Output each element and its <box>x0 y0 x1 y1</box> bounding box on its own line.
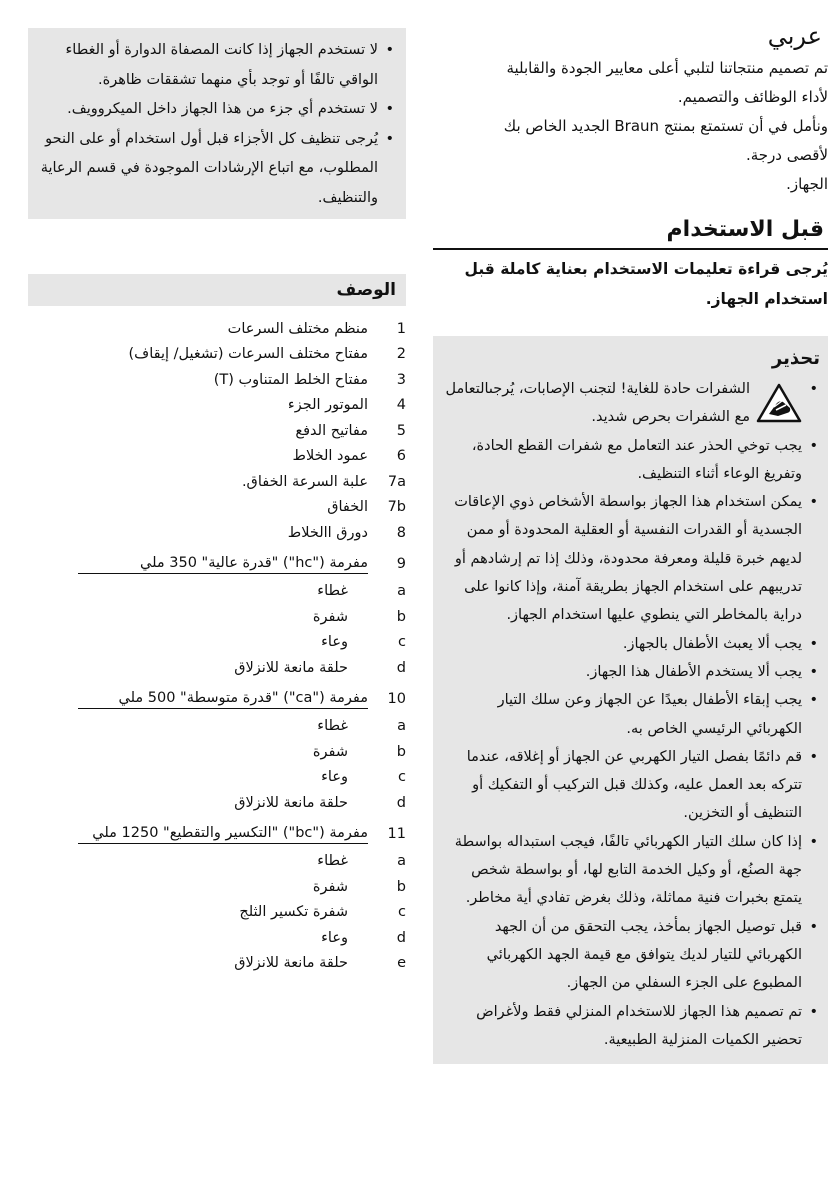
part-letter: a <box>397 583 406 600</box>
part-row <box>28 367 406 393</box>
warning-item: • يجب توخي الحذر عند التعامل مع شفرات القطع الحادة، وتفريغ الوعاء أثناء التنظيف. <box>443 432 820 489</box>
warning-list <box>443 375 820 1054</box>
chopper-part-row <box>28 790 406 816</box>
before-use-heading: قبل الاستخدام <box>433 217 828 250</box>
chopper-title: مفرمة ("bc") "التكسير والتقطيع" 1250 ملي <box>78 825 368 844</box>
chopper-part-row <box>28 849 406 875</box>
part-number: 5 <box>396 422 406 439</box>
part-letter: b <box>396 878 406 895</box>
part-row <box>28 469 406 495</box>
part-label: منظم مختلف السرعات <box>227 320 368 337</box>
part-label: مفتاح مختلف السرعات (تشغيل/ إيقاف) <box>128 346 368 363</box>
intro-text <box>433 54 828 199</box>
description-heading-bar <box>28 274 406 306</box>
part-letter: d <box>396 929 406 946</box>
part-number: 6 <box>396 448 406 465</box>
right-column <box>433 0 828 1064</box>
description-title: الوصف <box>336 280 396 300</box>
intro-line: لأداء الوظائف والتصميم. <box>677 88 828 106</box>
chopper-part-row <box>28 714 406 740</box>
part-letter: d <box>396 794 406 811</box>
part-label: شفرة <box>312 608 348 625</box>
warning-item <box>443 375 820 432</box>
part-number: 8 <box>396 524 406 541</box>
caution-item: • يُرجى تنظيف كل الأجزاء قبل أول استخدام أو على النحو المطلوب، مع اتباع الإرشادات الموجودة في قسم الرعاية والتنظيف. <box>38 125 396 214</box>
part-label: شفرة تكسير الثلج <box>239 904 348 921</box>
part-letter: c <box>398 769 406 786</box>
part-label: غطاء <box>317 583 348 600</box>
chopper-part-row <box>28 604 406 630</box>
part-number: 1 <box>396 320 406 337</box>
part-number: 7b <box>387 499 406 516</box>
part-label: وعاء <box>321 929 348 946</box>
part-label: شفرة <box>312 743 348 760</box>
part-label: الموتور الجزء <box>287 397 368 414</box>
part-row <box>28 393 406 419</box>
part-number: 9 <box>396 556 406 572</box>
part-letter: e <box>397 955 406 972</box>
chopper-part-row <box>28 900 406 926</box>
part-number: 3 <box>396 371 406 388</box>
part-row <box>28 444 406 470</box>
part-label: عمود الخلاط <box>292 448 368 465</box>
parts-list <box>28 316 406 976</box>
part-number: 11 <box>387 826 406 842</box>
part-letter: c <box>398 904 406 921</box>
part-label: حلقة مانعة للانزلاق <box>234 794 348 811</box>
language-heading: عربي <box>767 22 822 50</box>
part-row <box>28 316 406 342</box>
warning-item: • إذا كان سلك التيار الكهربائي تالفًا، فيجب استبداله بواسطة جهة الصنُع، أو وكيل الخدمة التابع لها، أو بواسطة شخص يتمتع بخبرات فنية مماثلة، وذلك بغرض تفادي أية مخاطر. <box>443 828 820 913</box>
chopper-group-heading <box>28 550 406 579</box>
warning-item: • يمكن استخدام هذا الجهاز بواسطة الأشخاص ذوي الإعاقات الجسدية أو القدرات النفسية أو العقلية المحدودة أو ممن لديهم خبرة قليلة ومعرفة محدودة، وذلك إذا تم إرشادهم أو تدريبهم على استخدام الجهاز بطريقة آمنة، وإذا كانوا على دراية بالمخاطر التي ينطوي عليها استخدام الجهاز. <box>443 488 820 629</box>
part-row <box>28 342 406 368</box>
chopper-group-heading <box>28 685 406 714</box>
intro-line: ونأمل في أن تستمتع بمنتج Braun الجديد الخاص بك <box>503 117 828 135</box>
chopper-part-row <box>28 739 406 765</box>
warning-title: تحذير <box>771 348 820 369</box>
part-letter: c <box>398 634 406 651</box>
part-label: الخفاق <box>327 499 368 516</box>
part-number: 4 <box>396 397 406 414</box>
hand-blade-warning-icon <box>756 383 802 423</box>
warning-box <box>433 336 828 1064</box>
chopper-part-row <box>28 630 406 656</box>
caution-item: • لا تستخدم أي جزء من هذا الجهاز داخل الميكروويف. <box>38 95 396 125</box>
warning-item: • قم دائمًا بفصل التيار الكهربي عن الجهاز أو إغلاقه، عندما تتركه بعد العمل عليه، وكذلك قبل التركيب أو التفكيك أو التنظيف أو التخزين. <box>443 743 820 828</box>
part-label: مفاتيح الدفع <box>295 422 368 439</box>
warning-item: • يجب ألا يستخدم الأطفال هذا الجهاز. <box>443 658 820 686</box>
part-number: 2 <box>396 346 406 363</box>
part-label: علبة السرعة الخفاق. <box>241 473 368 490</box>
cautions-list <box>38 36 396 213</box>
chopper-part-row <box>28 874 406 900</box>
cautions-box <box>28 28 406 219</box>
part-label: دورق االخلاط <box>287 524 368 541</box>
part-row <box>28 520 406 546</box>
part-letter: a <box>397 853 406 870</box>
intro-line: لأقصى درجة. <box>745 146 828 164</box>
part-number: 7a <box>387 473 406 490</box>
warning-item: • تم تصميم هذا الجهاز للاستخدام المنزلي فقط ولأغراض تحضير الكميات المنزلية الطبيعية. <box>443 998 820 1055</box>
chopper-part-row <box>28 925 406 951</box>
warning-item: • قبل توصيل الجهاز بمأخذ، يجب التحقق من أن الجهد الكهربائي للتيار لديك يتوافق مع قيمة الجهد الكهربائي المطبوع على الجزء السفلي من الجهاز. <box>443 913 820 998</box>
part-label: حلقة مانعة للانزلاق <box>234 955 348 972</box>
part-label: حلقة مانعة للانزلاق <box>234 659 348 676</box>
part-row <box>28 495 406 521</box>
part-label: غطاء <box>317 718 348 735</box>
warning-item: • يجب ألا يعبث الأطفال بالجهاز. <box>443 630 820 658</box>
before-use-lead: يُرجى قراءة تعليمات الاستخدام بعناية كاملة قبل استخدام الجهاز. <box>464 260 828 308</box>
part-label: وعاء <box>321 634 348 651</box>
warning-item-text: • الشفرات حادة للغاية! لتجنب الإصابات، يُرجىالتعامل مع الشفرات بحرص شديد. <box>445 381 750 426</box>
caution-item: • لا تستخدم الجهاز إذا كانت المصفاة الدوارة أو الغطاء الواقي تالفًا أو توجد بأي منهما تشققات ظاهرة. <box>38 36 396 95</box>
left-column <box>28 0 406 976</box>
warning-item: • يجب إبقاء الأطفال بعيدًا عن الجهاز وعن سلك التيار الكهربائي الرئيسي الخاص به. <box>443 686 820 743</box>
part-letter: b <box>396 743 406 760</box>
part-label: وعاء <box>321 769 348 786</box>
chopper-part-row <box>28 655 406 681</box>
part-label: مفتاح الخلط المتناوب (T) <box>213 371 368 388</box>
chopper-part-row <box>28 765 406 791</box>
part-letter: a <box>397 718 406 735</box>
part-letter: d <box>396 659 406 676</box>
intro-line: تم تصميم منتجاتنا لتلبي أعلى معايير الجودة والقابلية <box>506 59 828 77</box>
part-letter: b <box>396 608 406 625</box>
intro-line: الجهاز. <box>786 175 828 193</box>
part-row <box>28 418 406 444</box>
chopper-part-row <box>28 579 406 605</box>
chopper-title: مفرمة ("ca") "قدرة متوسطة" 500 ملي <box>78 690 368 709</box>
chopper-group-heading <box>28 820 406 849</box>
part-number: 10 <box>387 691 406 707</box>
part-label: شفرة <box>312 878 348 895</box>
part-label: غطاء <box>317 853 348 870</box>
chopper-title: مفرمة ("hc") "قدرة عالية" 350 ملي <box>78 555 368 574</box>
chopper-part-row <box>28 951 406 977</box>
